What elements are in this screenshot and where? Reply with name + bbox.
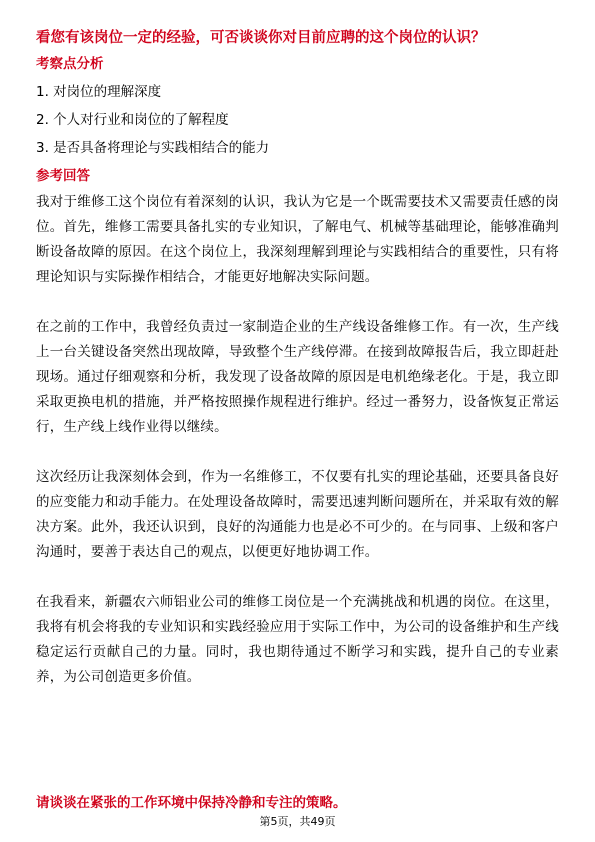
answer-paragraph: 在我看来，新疆农六师铝业公司的维修工岗位是一个充满挑战和机遇的岗位。在这里，我将有机会将我的专业知识和实践经验应用于实际工作中，为公司的设备维护和生产线稳定运行贡献自己的力量。同时，我也期待通过不断学习和实践，提升自己的专业素养，为公司创造更多价值。 <box>36 594 559 685</box>
analysis-points-list <box>36 82 559 158</box>
analysis-point: 1. 对岗位的理解深度 <box>36 84 162 100</box>
answer-heading: 参考回答 <box>36 168 90 184</box>
next-question-title: 请谈谈在紧张的工作环境中保持冷静和专注的策略。 <box>36 795 347 811</box>
analysis-heading: 考察点分析 <box>36 56 104 72</box>
answer-paragraph: 这次经历让我深刻体会到，作为一名维修工，不仅要有扎实的理论基础，还要具备良好的应变能力和动手能力。在处理设备故障时，需要迅速判断问题所在，并采取有效的解决方案。此外，我还认识到，良好的沟通能力也是必不可少的。在与同事、上级和客户沟通时，要善于表达自己的观点，以便更好地协调工作。 <box>36 469 559 560</box>
analysis-point: 3. 是否具备将理论与实践相结合的能力 <box>36 140 270 156</box>
answer-paragraph: 我对于维修工这个岗位有着深刻的认识，我认为它是一个既需要技术又需要责任感的岗位。首先，维修工需要具备扎实的专业知识，了解电气、机械等基础理论，能够准确判断设备故障的原因。在这个岗位上，我深刻理解到理论与实践相结合的重要性，只有将理论知识与实际操作相结合，才能更好地解决实际问题。 <box>36 194 559 285</box>
page-number-footer: 第5页，共49页 <box>259 815 336 828</box>
document-page <box>36 28 559 690</box>
answer-paragraph: 在之前的工作中，我曾经负责过一家制造企业的生产线设备维修工作。有一次，生产线上一台关键设备突然出现故障，导致整个生产线停滞。在接到故障报告后，我立即赶赴现场。通过仔细观察和分析，我发现了设备故障的原因是电机绝缘老化。于是，我立即采取更换电机的措施，并严格按照操作规程进行维护。经过一番努力，设备恢复正常运行，生产线上线作业得以继续。 <box>36 319 559 435</box>
question-title: 看您有该岗位一定的经验，可否谈谈你对目前应聘的这个岗位的认识？ <box>36 30 486 46</box>
analysis-point: 2. 个人对行业和岗位的了解程度 <box>36 112 229 128</box>
